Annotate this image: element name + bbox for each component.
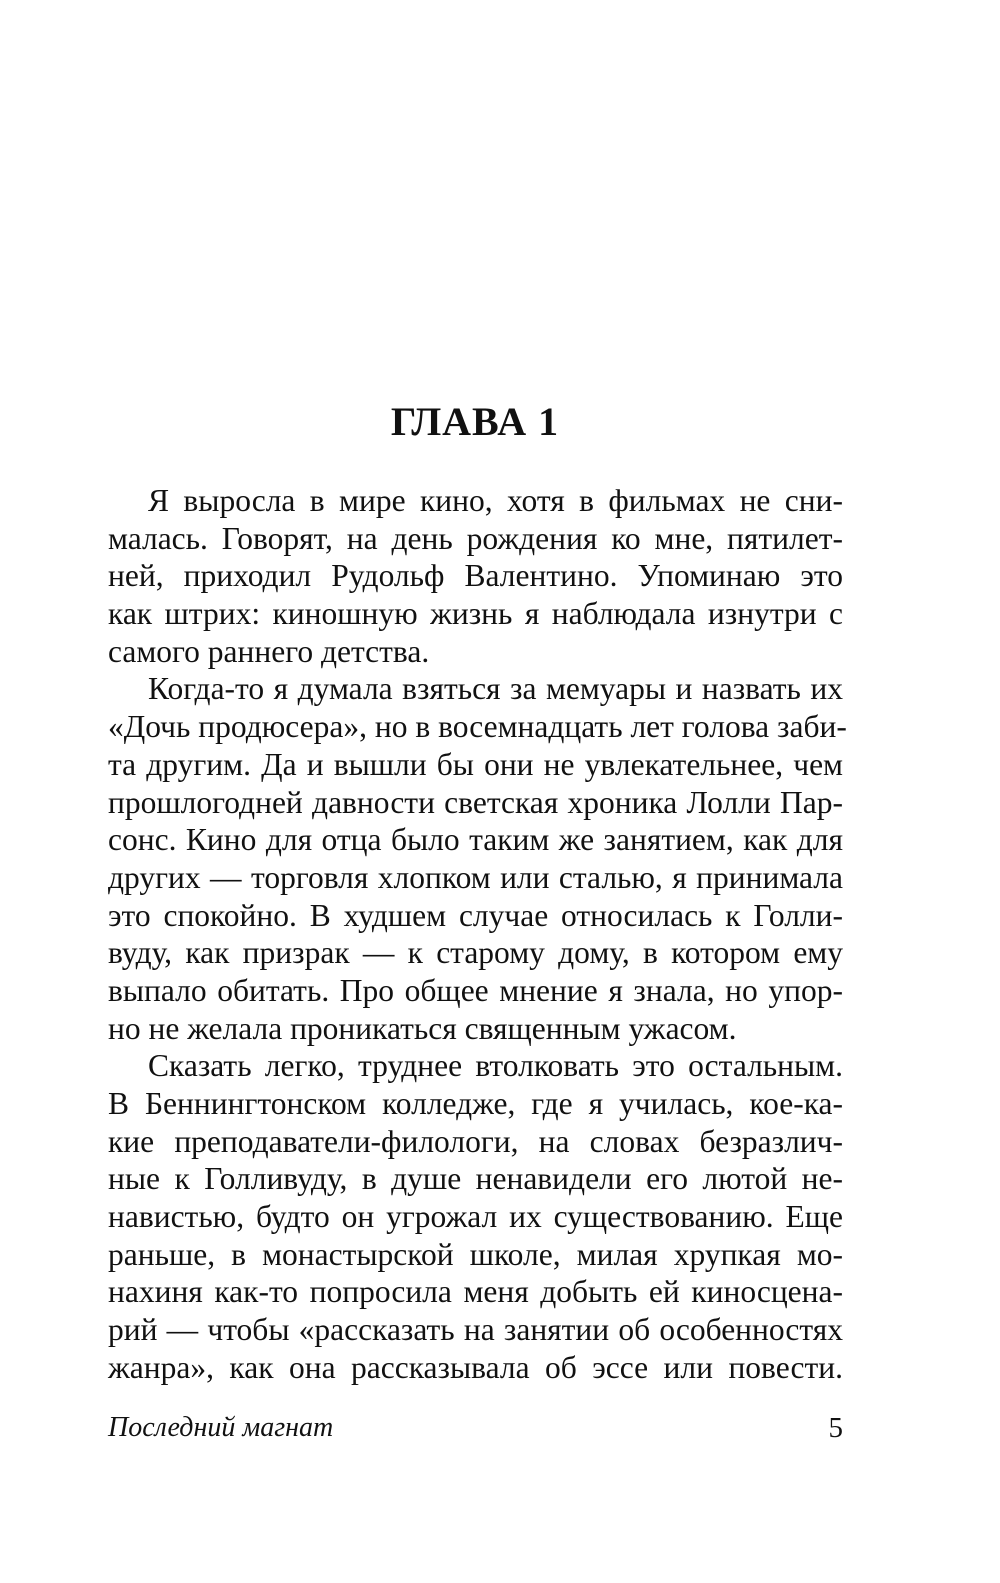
text-line: это спокойно. В худшем случае относилась к Голли- [108,897,843,933]
text-line: выпало обитать. Про общее мнение я знала, но упор- [108,972,843,1008]
text-line: нахиня как-то попросила меня добыть ей киносцена- [108,1274,843,1310]
text-line: рий — чтобы «рассказать на занятии об особенностях [108,1312,843,1348]
chapter-title: ГЛАВА 1 [390,399,560,444]
page-number: 5 [828,1412,843,1444]
text-line: Сказать легко, труднее втолковать это остальным. [148,1048,843,1084]
text-line: как штрих: киношную жизнь я наблюдала изнутри с [108,596,843,632]
text-line: навистью, будто он угрожал их существованию. Еще [108,1199,843,1235]
text-line: самого раннего детства. [108,633,430,669]
text-line: других — торговля хлопком или сталью, я принимала [108,859,843,895]
body-text [108,482,847,1387]
text-line: В Беннингтонском колледже, где я училась, кое-ка- [108,1086,843,1121]
text-line: раньше, в монастырской школе, милая хрупкая мо- [108,1236,843,1272]
text-line: Я выросла в мире кино, хотя в фильмах не сни- [148,483,843,518]
text-line: прошлогодней давности светская хроника Лолли Пар- [108,784,843,820]
text-line: жанра», как она рассказывала об эссе или повести. [108,1349,843,1385]
text-line: ней, приходил Рудольф Валентино. Упоминаю это [108,558,843,594]
text-line: Когда-то я думала взяться за мемуары и назвать их [148,671,843,707]
text-line: та другим. Да и вышли бы они не увлекательнее, чем [108,746,843,782]
page-footer [108,1408,843,1448]
text-line: но не желала проникаться священным ужасом. [108,1010,737,1046]
text-line: вуду, как призрак — к старому дому, в котором ему [108,935,843,971]
text-line: «Дочь продюсера», но в восемнадцать лет голова заби- [108,709,847,745]
text-line: сонс. Кино для отца было таким же занятием, как для [108,822,843,858]
text-line: кие преподаватели-филологи, на словах безразлич- [108,1123,843,1159]
text-line: малась. Говорят, на день рождения ко мне, пятилет- [108,520,843,556]
running-title: Последний магнат [108,1412,334,1443]
text-line: ные к Голливуду, в душе ненавидели его лютой не- [108,1161,843,1197]
